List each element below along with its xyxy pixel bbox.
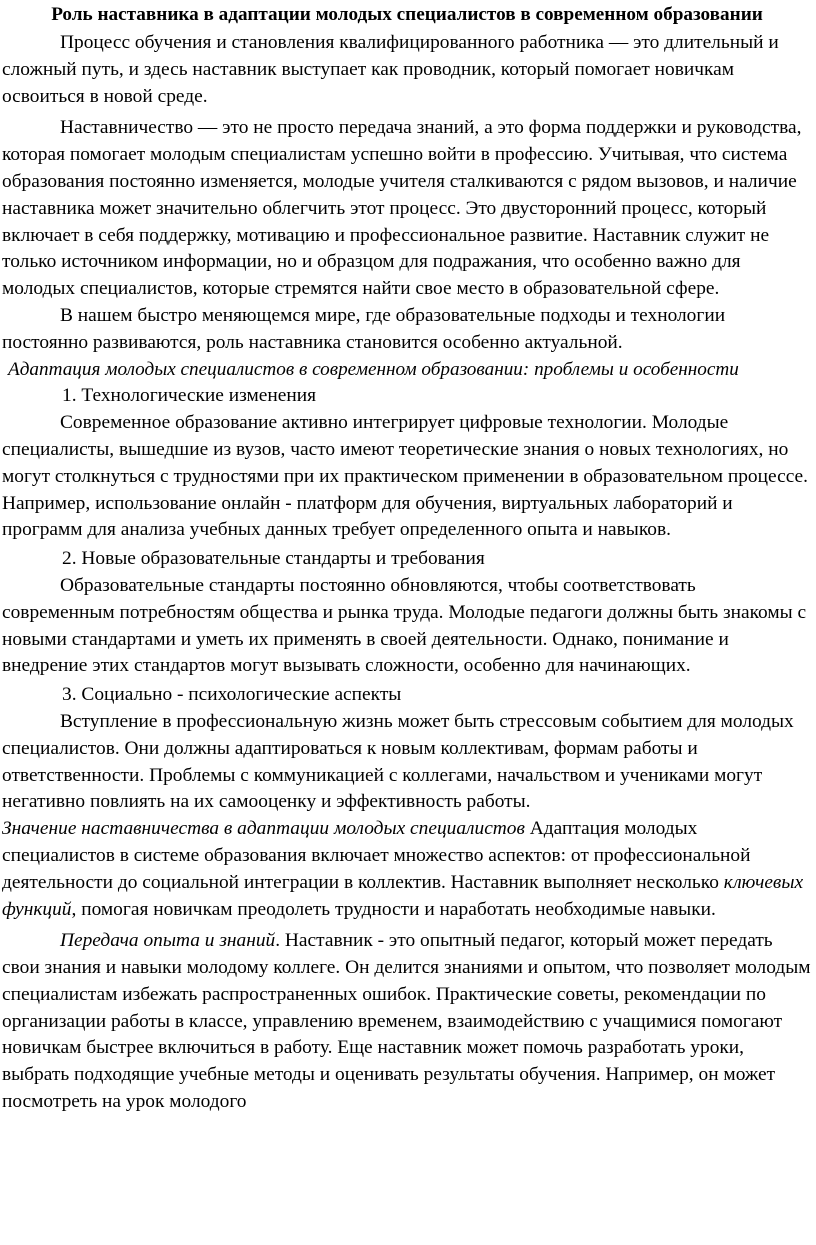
- significance-text-b: , помогая новичкам преодолеть трудности и наработать необходимые навыки.: [71, 898, 716, 920]
- list-item-label-1: 1. Технологические изменения: [62, 385, 317, 407]
- section-heading-adaptation: Адаптация молодых специалистов в современном образовании: проблемы и особенности: [8, 358, 739, 380]
- list-item-label-2: 2. Новые образовательные стандарты и требования: [62, 548, 485, 570]
- significance-text-a: Адаптация молодых специалистов в системе образования включает множество аспектов: от профессиональной деятельности до социальной интеграции в коллектив. Наставник выполняет несколько: [2, 818, 751, 893]
- key-functions-emphasis: ключевых функций: [2, 871, 804, 920]
- list-item-label-3: 3. Социально - психологические аспекты: [62, 684, 402, 706]
- section-heading-significance: Значение наставничества в адаптации молодых специалистов: [2, 818, 525, 840]
- intro-paragraph-3: В нашем быстро меняющемся мире, где образовательные подходы и технологии постоянно развиваются, роль наставника становится особенно актуальной.: [2, 304, 726, 353]
- intro-paragraph-1: Процесс обучения и становления квалифицированного работника — это длительный и сложный путь, и здесь наставник выступает как проводник, который помогает новичкам освоиться в новой среде.: [2, 32, 779, 107]
- section-heading-experience: Передача опыта и знаний: [60, 930, 276, 952]
- experience-transfer-text: . Наставник - это опытный педагог, который может передать свои знания и навыки молодому коллеге. Он делится знаниями и опытом, что позволяет молодым специалистам избежать распространенных ошибок. Практические советы, рекомендации по организации работы в классе, управлению временем, взаимодействию с учащимися помогают новичкам быстрее включиться в работу. Еще наставник может помочь разработать уроки, выбрать подходящие учебные методы и оценивать результаты обучения. Например, он может посмотреть на урок молодого: [2, 930, 811, 1113]
- list-item-text-3: Вступление в профессиональную жизнь может быть стрессовым событием для молодых специалистов. Они должны адаптироваться к новым коллективам, формам работы и ответственности. Проблемы с коммуникацией с коллегами, начальством и учениками могут негативно повлиять на их самооценку и эффективность работы.: [2, 710, 794, 813]
- list-item-text-1: Современное образование активно интегрирует цифровые технологии. Молодые специалисты, вышедшие из вузов, часто имеют теоретические знания о новых технологиях, но могут столкнуться с трудностями при их практическом применении в образовательном процессе. Например, использование онлайн - платформ для обучения, виртуальных лабораторий и программ для анализа учебных данных требует определенного опыта и навыков.: [2, 412, 808, 541]
- intro-paragraph-2: Наставничество — это не просто передача знаний, а это форма поддержки и руководства, которая помогает молодым специалистам успешно войти в профессию. Учитывая, что система образования постоянно изменяется, молодые учителя сталкиваются с рядом вызовов, и наличие наставника может значительно облегчить этот процесс. Это двусторонний процесс, который включает в себя поддержку, мотивацию и профессиональное развитие. Наставник служит не только источником информации, но и образцом для подражания, что особенно важно для молодых специалистов, которые стремятся найти свое место в образовательной сфере.: [2, 117, 802, 300]
- document-title: Роль наставника в адаптации молодых специалистов в современном образовании: [51, 4, 763, 25]
- experience-transfer-paragraph: [2, 928, 812, 1116]
- mentoring-significance-paragraph: [2, 816, 812, 923]
- list-item-text-2: Образовательные стандарты постоянно обновляются, чтобы соответствовать современным потребностям общества и рынка труда. Молодые педагоги должны быть знакомы с новыми стандартами и уметь их применять в своей деятельности. Однако, понимание и внедрение этих стандартов могут вызывать сложности, особенно для начинающих.: [2, 574, 807, 677]
